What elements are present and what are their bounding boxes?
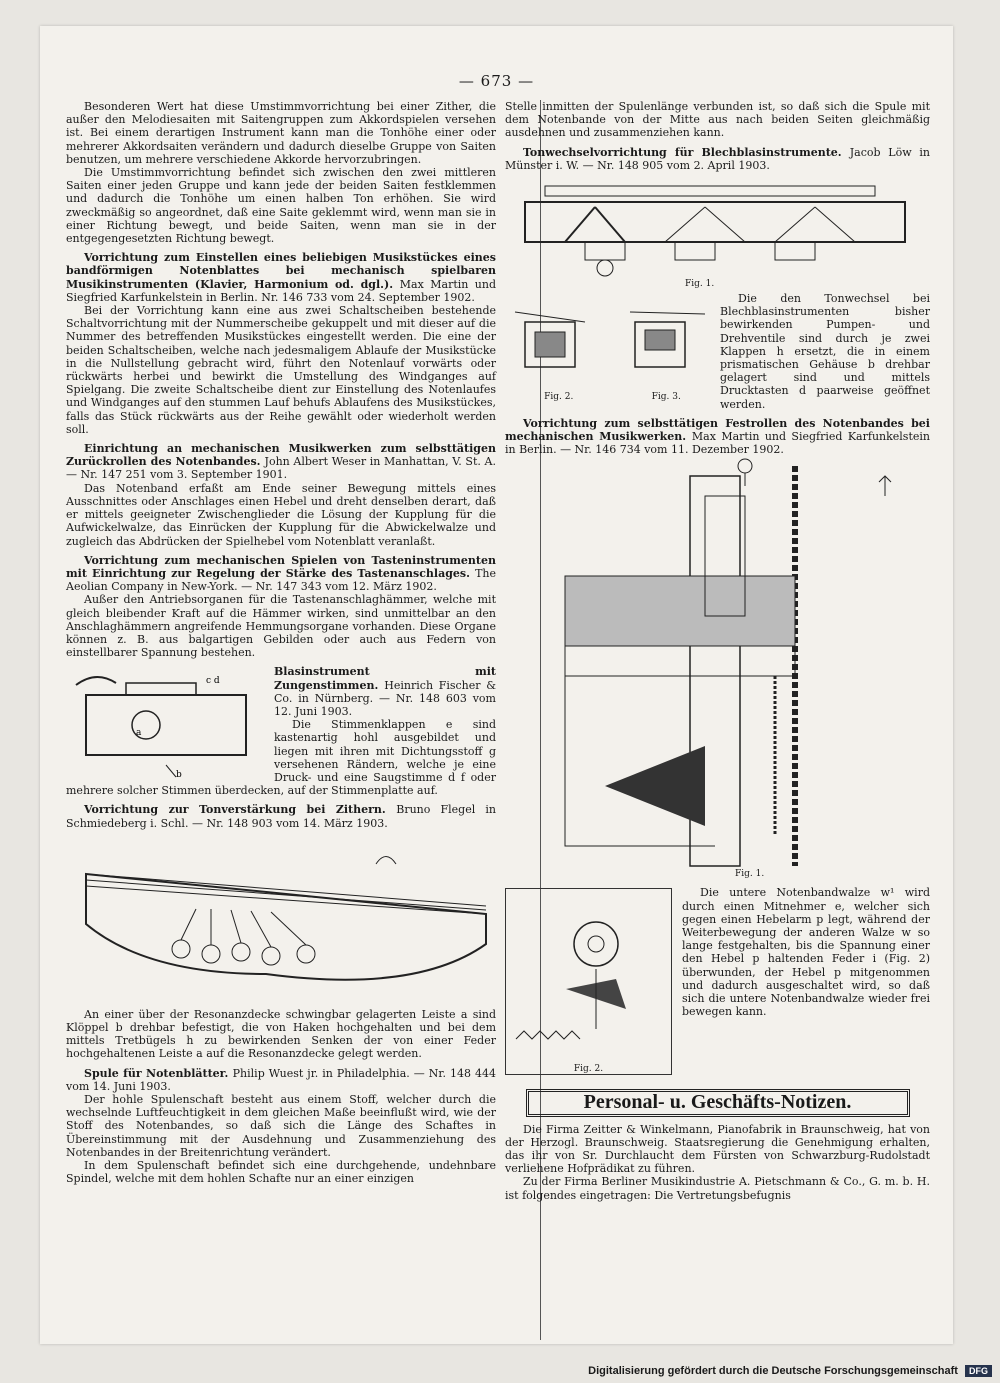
paragraph: In dem Spulenschaft befindet sich eine durchgehende, undehnbare Spindel, welche mit dem hohlen Schafte nur an einer einzigen [66,1159,496,1186]
paragraph: Bei der Vorrichtung kann eine aus zwei Schaltscheiben bestehende Schaltvorrichtung mit der Nummerscheibe gekuppelt und mit dieser auf die Nummer des betreffenden Musikstückes eingestellt werden. Die eine der beiden Schaltscheiben, welche nach jedesmaligem Ablaufe der Musikstücke in die Nullstellung gebracht wird, führt den Notenlauf vorwärts oder rückwärts herbei und bewirkt die Umstellung des Windganges auf Spielgang. Die zweite Schaltscheibe dient zur Einstellung des Notenlaufes und Windganges auf den stummen Lauf behufs Ablaufens des Musikstückes, falls das Stück rückwärts aus der Reihe gewählt oder wiederholt werden soll. [66,304,496,436]
paragraph: Stelle inmitten der Spulenlänge verbunden ist, so daß sich die Spule mit dem Notenbande von der Mitte aus nach beiden Seiten gleichmäßig ausdehnen und zusammenziehen kann. [505,100,930,140]
lever-figure [505,888,672,1075]
roll-mechanism-drawing [505,456,930,876]
section-banner: Personal- u. Geschäfts-Notizen. [526,1089,910,1116]
svg-text:c d: c d [206,676,220,687]
figure-caption: Fig. 1. [685,279,715,290]
left-column [66,100,496,1185]
paragraph: Zu der Firma Berliner Musikindustrie A. Pietschmann & Co., G. m. b. H. ist folgendes eingetragen: Die Vertretungsbefugnis [505,1175,930,1202]
paragraph: Die Stimmenklappen e sind kastenartig hohl ausgebildet und liegen mit ihren mit Dichtungsstoff g versehenen Rändern, welche je eine Druck- und eine Saugstimme d f oder mehrere solcher Stimmen überdecken, auf der Stimmenplatte auf. [66,718,496,798]
footer [0,1365,1000,1377]
figure-caption: Fig. 3. [651,392,681,403]
article-heading: Vorrichtung zur Tonverstärkung bei Zithern. Bruno Flegel in Schmiedeberg i. Schl. — Nr. 148 903 vom 14. März 1903. [66,803,496,830]
article-heading: Vorrichtung zum selbsttätigen Festrollen des Notenbandes bei mechanischen Musikwerken. Max Martin und Siegfried Karfunkelstein in Berlin. — Nr. 146 734 vom 11. Dezember 1902. [505,416,930,457]
article-heading: Einrichtung an mechanischen Musikwerken zum selbsttätigen Zurückrollen des Notenbandes. John Albert Weser in Manhattan, V. St. A. — Nr. 147 251 vom 3. September 1901. [66,442,496,482]
reed-instrument-drawing [66,665,266,780]
valve-detail-drawing [505,292,720,388]
paragraph: Die untere Notenbandwalze w¹ wird durch einen Mitnehmer e, welcher sich gegen einen Hebelarm p legt, während der Weiterbewegung der anderen Walze w so lange festgehalten, bis die Spannung einer den Hebel p haltenden Feder i (Fig. 2) überwunden, der Hebel p mitgenommen und dadurch ausgeschaltet wird, so daß sich die untere Notenbandwalze wieder frei bewegen kann. [682,886,930,1019]
paragraph: Außer den Antriebsorganen für die Tastenanschlaghämmer, welche mit gleich bleibender Kraft auf die Hämmer wirken, sind unmittelbar an den Anschlaghämmern angreifende Hemmungsorgane vorhanden. Diese Organe können z. B. aus balgartigen Gebilden oder auch aus Federn von einstellbarer Spannung bestehen. [66,593,496,660]
paragraph: Die Umstimmvorrichtung befindet sich zwischen den zwei mittleren Saiten einer jeden Gruppe und kann jede der beiden Saiten festklemmen und dadurch die Tonhöhe um einen halben Ton erhöhen. Sie wird zweckmäßig so angeordnet, daß eine Saite geklemmt wird, wenn man sie in einer Richtung bewegt, und beide Saiten, wenn man sie in der entgegengesetzten Richtung bewegt. [66,166,496,246]
footer-text: Digitalisierung gefördert durch die Deutsche Forschungsgemeinschaft [588,1365,958,1377]
article-heading: Spule für Notenblätter. Philip Wuest jr. in Philadelphia. — Nr. 148 444 vom 14. Juni 1903. [66,1066,496,1093]
roll-mechanism-figure [505,456,930,886]
paragraph: Die Firma Zeitter & Winkelmann, Pianofabrik in Braunschweig, hat von der Herzogl. Braunschweig. Staatsregierung die Genehmigung erhalten, das ihr von Sr. Durchlaucht dem Fürsten von Schwarzburg-Rudolstadt verliehene Hofprädikat zu führen. [505,1122,930,1176]
valve-figures-2-3 [505,292,720,402]
svg-text:a: a [136,728,142,739]
right-column [505,100,930,1202]
paragraph: Der hohle Spulenschaft besteht aus einem Stoff, welcher durch die wechselnde Luftfeuchtigkeit in dem gleichen Maße beeinflußt wird, wie der Stoff des Notenbandes, so daß sich die Länge des Schaftes in Übereinstimmung mit der Ausdehnung und Zusammenziehung des Notenbandes in der Breitenrichtung verändert. [66,1092,496,1159]
paragraph: Besonderen Wert hat diese Umstimmvorrichtung bei einer Zither, die außer den Melodiesaiten mit Saitengruppen zum Akkordspielen versehen ist. Bei einem derartigen Instrument kann man die Tonhöhe einer oder mehrerer Akkordsaiten verändern und dadurch dieselbe Gruppe von Saiten benutzen, um mehrere verschiedene Akkorde hervorzubringen. [66,100,496,166]
figure-caption: Fig. 2. [544,392,574,403]
article-heading: Vorrichtung zum mechanischen Spielen von Tasteninstrumenten mit Einrichtung zur Regelung der Stärke des Tastenanschlages. The Aeolian Company in New-York. — Nr. 147 343 vom 12. März 1902. [66,553,496,594]
page-number: — 673 — [458,72,535,90]
svg-text:b: b [176,770,182,781]
figure-caption: Fig. 2. [573,1063,604,1074]
lever-drawing [506,889,669,1059]
article-heading: Vorrichtung zum Einstellen eines beliebigen Musikstückes eines bandförmigen Notenblattes bei mechanisch spielbaren Musikinstrumenten (Klavier, Harmonium od. dgl.). Max Martin und Siegfried Karfunkelstein in Berlin. Nr. 146 733 vom 24. September 1902. [66,251,496,304]
valve-drawing [505,172,930,282]
paragraph: Das Notenband erfaßt am Ende seiner Bewegung mittels eines Ausschnittes oder Anschlages einen Hebel und dreht denselben derart, daß er mittels geeigneter Zwischenglieder die Lösung der Kupplung für die Aufwickelwalze, das Einrücken der Kupplung für die Abwickelwalze und zugleich das Abdrücken der Spielhebel vom Notenblatt veranlaßt. [66,481,496,548]
zither-drawing [66,834,496,1004]
figure-caption: Fig. 1. [735,869,765,880]
article-heading: Tonwechselvorrichtung für Blechblasinstrumente. Jacob Löw in Münster i. W. — Nr. 148 905 vom 2. April 1903. [505,145,930,172]
reed-instrument-figure [66,665,266,780]
paragraph: An einer über der Resonanzdecke schwingbar gelagerten Leiste a sind Klöppel b drehbar befestigt, die von Haken hochgehalten und bei dem mittels Tretbügels h zu bewirkenden Senken der von einer Feder hochgehaltenen Leiste a auf die Resonanzdecke gelegt werden. [66,1007,496,1061]
zither-figure [66,834,496,1004]
dfg-logo-icon: DFG [965,1365,992,1377]
article-heading: Blasinstrument mit Zungenstimmen. Heinrich Fischer & Co. in Nürnberg. — Nr. 148 603 vom 12. Juni 1903. [274,665,496,718]
valve-figure-1 [505,172,930,292]
newspaper-page [40,26,953,1344]
paragraph: Die den Tonwechsel bei Blechblasinstrumenten bisher bewirkenden Pumpen- und Drehventile sind durch je zwei Klappen h ersetzt, die in einem prismatischen Gehäuse b drehbar gelagert sind und mittels Drucktasten d paarweise geöffnet werden. [720,292,930,411]
